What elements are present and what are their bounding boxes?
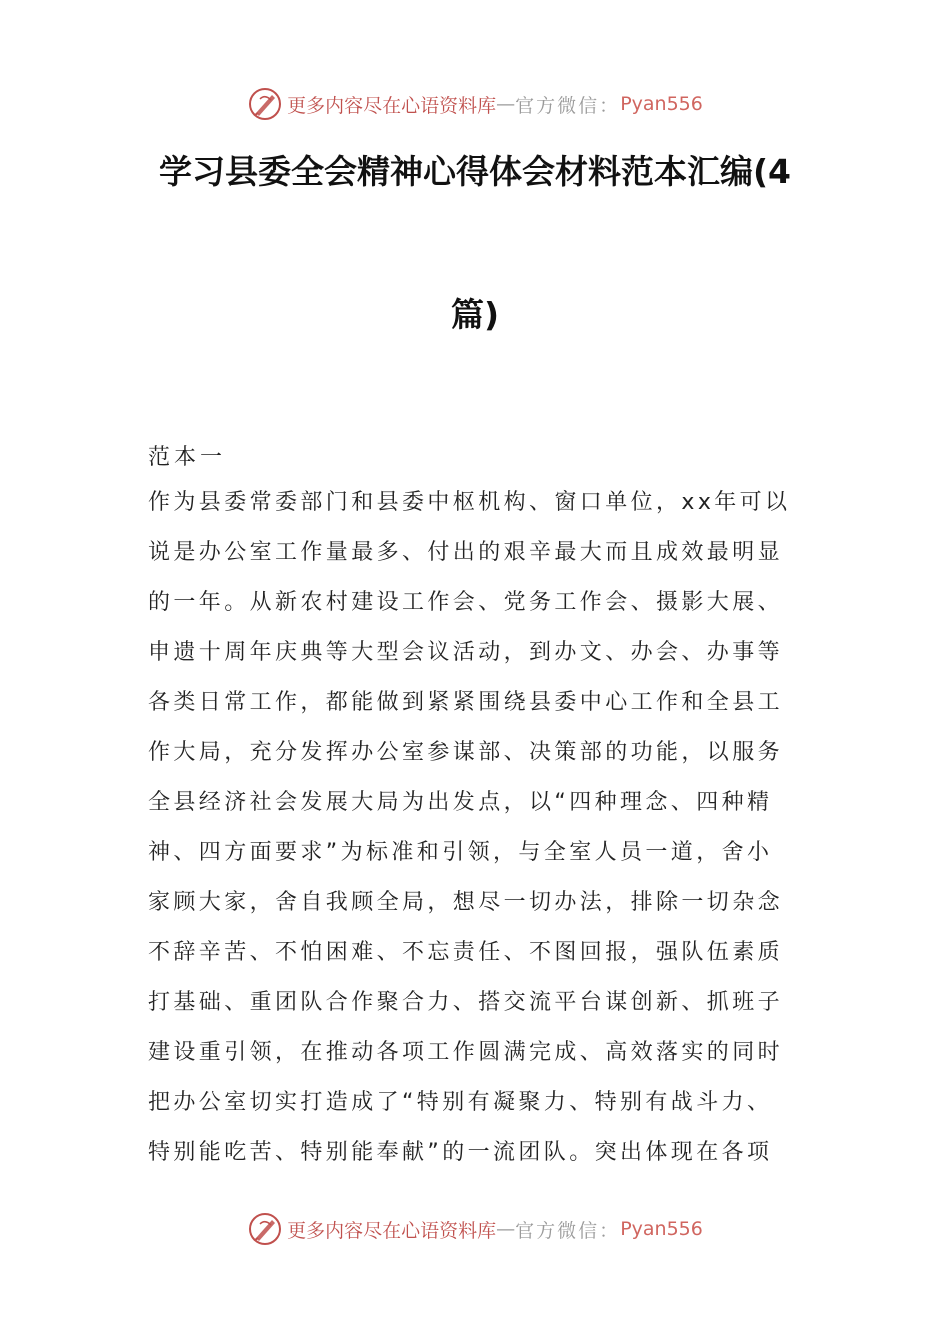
header-banner xyxy=(0,84,950,124)
body-line: 不辞辛苦、不怕困难、不忘责任、不图回报，强队伍素质 xyxy=(148,940,784,965)
body-line: 的一年。从新农村建设工作会、党务工作会、摄影大展、 xyxy=(148,590,784,615)
body-line: 作大局，充分发挥办公室参谋部、决策部的功能，以服务 xyxy=(148,740,784,765)
body-paragraph xyxy=(148,478,808,1178)
banner-main-text: 更多内容尽在心语资料库 xyxy=(287,94,497,117)
body-line: 说是办公室工作量最多、付出的艰辛最大而且成效最明显 xyxy=(148,540,784,565)
body-line: 神、四方面要求”为标准和引领，与全室人员一道，舍小 xyxy=(148,840,773,865)
document-title-line-1: 学习县委全会精神心得体会材料范本汇编(4 xyxy=(158,152,792,191)
section-label: 范本一 xyxy=(148,445,227,470)
body-line: 把办公室切实打造成了“特别有凝聚力、特别有战斗力、 xyxy=(148,1090,773,1115)
body-line: 建设重引领，在推动各项工作圆满完成、高效落实的同时 xyxy=(148,1040,784,1065)
banner-separator: — xyxy=(496,1218,516,1240)
pen-logo-icon xyxy=(247,86,283,122)
banner-wechat-id: Pyan556 xyxy=(620,1218,703,1240)
document-title-line-2: 篇) xyxy=(450,295,500,334)
banner-main-text: 更多内容尽在心语资料库 xyxy=(287,1219,497,1242)
banner-wechat-label: 官方微信： xyxy=(515,94,621,117)
banner-separator: — xyxy=(496,93,516,115)
footer-banner xyxy=(0,1209,950,1249)
body-line: 作为县委常委部门和县委中枢机构、窗口单位，xx年可以 xyxy=(148,490,791,515)
body-line: 全县经济社会发展大局为出发点，以“四种理念、四种精 xyxy=(148,790,773,815)
body-line: 打基础、重团队合作聚合力、搭交流平台谋创新、抓班子 xyxy=(148,990,784,1015)
body-line: 家顾大家，舍自我顾全局，想尽一切办法，排除一切杂念 xyxy=(148,890,784,915)
banner-wechat-label: 官方微信： xyxy=(515,1219,621,1242)
banner-wechat-id: Pyan556 xyxy=(620,93,703,115)
pen-logo-icon xyxy=(247,1211,283,1247)
body-line: 各类日常工作，都能做到紧紧围绕县委中心工作和全县工 xyxy=(148,690,784,715)
body-line: 特别能吃苦、特别能奉献”的一流团队。突出体现在各项 xyxy=(148,1140,773,1165)
body-line: 申遗十周年庆典等大型会议活动，到办文、办会、办事等 xyxy=(148,640,784,665)
